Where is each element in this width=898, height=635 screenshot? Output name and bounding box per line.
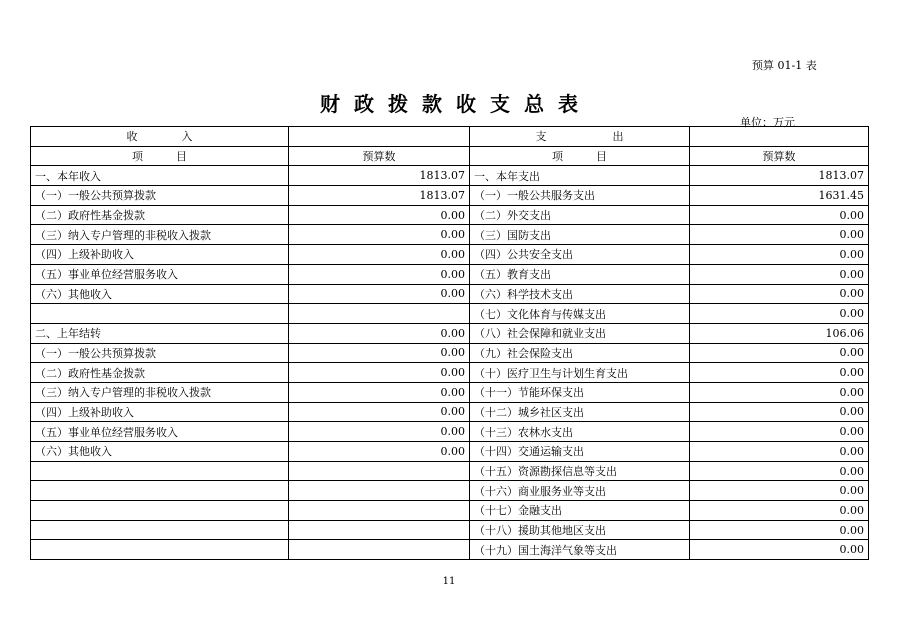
expense-budget-header: 预算数 [690, 146, 869, 166]
expense-item-cell: （一）一般公共服务支出 [470, 186, 690, 206]
income-item-cell: （五）事业单位经营服务收入 [31, 264, 289, 284]
income-value-cell [289, 540, 470, 560]
form-code: 预算 01-1 表 [752, 59, 817, 72]
income-value-cell: 0.00 [289, 442, 470, 462]
income-value-cell: 0.00 [289, 225, 470, 245]
expense-value-cell: 0.00 [690, 343, 869, 363]
header-row-top [31, 127, 869, 147]
table-row [31, 225, 869, 245]
expense-item-cell: （十六）商业服务业等支出 [470, 481, 690, 501]
table-row [31, 461, 869, 481]
expense-value-cell: 0.00 [690, 461, 869, 481]
income-item-cell: （二）政府性基金拨款 [31, 363, 289, 383]
expense-item-cell: （十九）国土海洋气象等支出 [470, 540, 690, 560]
table-row [31, 245, 869, 265]
table-row [31, 402, 869, 422]
table-row [31, 422, 869, 442]
table-row [31, 343, 869, 363]
income-value-cell: 0.00 [289, 382, 470, 402]
income-value-cell: 0.00 [289, 343, 470, 363]
table-row [31, 323, 869, 343]
income-item-cell: （一）一般公共预算拨款 [31, 186, 289, 206]
table-row [31, 442, 869, 462]
table-row [31, 284, 869, 304]
income-item-cell: （三）纳入专户管理的非税收入拨款 [31, 225, 289, 245]
income-item-cell [31, 520, 289, 540]
table-row [31, 382, 869, 402]
income-value-cell: 1813.07 [289, 186, 470, 206]
table-row [31, 363, 869, 383]
income-header-blank [289, 127, 470, 147]
table-row [31, 481, 869, 501]
expense-value-cell: 0.00 [690, 520, 869, 540]
expense-value-cell: 1631.45 [690, 186, 869, 206]
page-title: 财政拨款收支总表 [320, 92, 592, 116]
income-item-cell: （四）上级补助收入 [31, 245, 289, 265]
expense-item-cell: （四）公共安全支出 [470, 245, 690, 265]
expense-item-cell: （二）外交支出 [470, 205, 690, 225]
income-value-cell [289, 501, 470, 521]
expense-value-cell: 0.00 [690, 304, 869, 324]
income-item-cell [31, 304, 289, 324]
income-value-cell [289, 481, 470, 501]
unit-label: 单位：万元 [740, 116, 795, 129]
expense-item-cell: （十五）资源勘探信息等支出 [470, 461, 690, 481]
income-item-cell: （六）其他收入 [31, 442, 289, 462]
income-item-cell [31, 501, 289, 521]
expense-item-cell: （九）社会保险支出 [470, 343, 690, 363]
table-row [31, 501, 869, 521]
income-value-cell: 0.00 [289, 422, 470, 442]
table-row [31, 186, 869, 206]
expense-value-cell: 0.00 [690, 481, 869, 501]
income-item-cell: （六）其他收入 [31, 284, 289, 304]
table-row [31, 520, 869, 540]
expense-value-cell: 0.00 [690, 442, 869, 462]
income-item-cell: （一）一般公共预算拨款 [31, 343, 289, 363]
expense-value-cell: 0.00 [690, 422, 869, 442]
expense-value-cell: 0.00 [690, 382, 869, 402]
budget-table [30, 126, 869, 560]
expense-value-cell: 1813.07 [690, 166, 869, 186]
expense-item-cell: （六）科学技术支出 [470, 284, 690, 304]
expense-item-cell: （十四）交通运输支出 [470, 442, 690, 462]
expense-item-cell: （十三）农林水支出 [470, 422, 690, 442]
header-row-sub [31, 146, 869, 166]
expense-item-cell: （三）国防支出 [470, 225, 690, 245]
income-item-cell: （五）事业单位经营服务收入 [31, 422, 289, 442]
table-row [31, 166, 869, 186]
income-item-cell: 二、上年结转 [31, 323, 289, 343]
expense-item-cell: （五）教育支出 [470, 264, 690, 284]
income-value-cell: 0.00 [289, 205, 470, 225]
expense-item-cell: （十八）援助其他地区支出 [470, 520, 690, 540]
expense-header-blank [690, 127, 869, 147]
expense-value-cell: 0.00 [690, 205, 869, 225]
expense-value-cell: 0.00 [690, 363, 869, 383]
expense-item-cell: （十）医疗卫生与计划生育支出 [470, 363, 690, 383]
table-row [31, 540, 869, 560]
expense-value-cell: 0.00 [690, 402, 869, 422]
expense-header: 支 出 [470, 127, 690, 147]
income-value-cell: 0.00 [289, 284, 470, 304]
income-value-cell [289, 461, 470, 481]
income-item-cell: （四）上级补助收入 [31, 402, 289, 422]
expense-item-cell: （十七）金融支出 [470, 501, 690, 521]
income-value-cell: 1813.07 [289, 166, 470, 186]
income-item-cell: （三）纳入专户管理的非税收入拨款 [31, 382, 289, 402]
expense-item-header: 项 目 [470, 146, 690, 166]
income-item-cell [31, 461, 289, 481]
income-item-cell [31, 540, 289, 560]
page-number: 11 [442, 576, 456, 587]
income-value-cell [289, 304, 470, 324]
income-header: 收 入 [31, 127, 289, 147]
expense-item-cell: （七）文化体育与传媒支出 [470, 304, 690, 324]
expense-item-cell: （十二）城乡社区支出 [470, 402, 690, 422]
expense-value-cell: 0.00 [690, 225, 869, 245]
table-row [31, 205, 869, 225]
income-item-cell: 一、本年收入 [31, 166, 289, 186]
income-value-cell: 0.00 [289, 402, 470, 422]
expense-value-cell: 0.00 [690, 501, 869, 521]
income-item-cell: （二）政府性基金拨款 [31, 205, 289, 225]
income-value-cell: 0.00 [289, 323, 470, 343]
income-item-cell [31, 481, 289, 501]
expense-value-cell: 0.00 [690, 245, 869, 265]
expense-item-cell: 一、本年支出 [470, 166, 690, 186]
income-value-cell: 0.00 [289, 363, 470, 383]
income-budget-header: 预算数 [289, 146, 470, 166]
expense-value-cell: 0.00 [690, 284, 869, 304]
income-value-cell [289, 520, 470, 540]
income-item-header: 项 目 [31, 146, 289, 166]
table-row [31, 264, 869, 284]
expense-value-cell: 0.00 [690, 540, 869, 560]
income-value-cell: 0.00 [289, 264, 470, 284]
expense-value-cell: 106.06 [690, 323, 869, 343]
income-value-cell: 0.00 [289, 245, 470, 265]
expense-item-cell: （十一）节能环保支出 [470, 382, 690, 402]
expense-item-cell: （八）社会保障和就业支出 [470, 323, 690, 343]
expense-value-cell: 0.00 [690, 264, 869, 284]
table-row [31, 304, 869, 324]
